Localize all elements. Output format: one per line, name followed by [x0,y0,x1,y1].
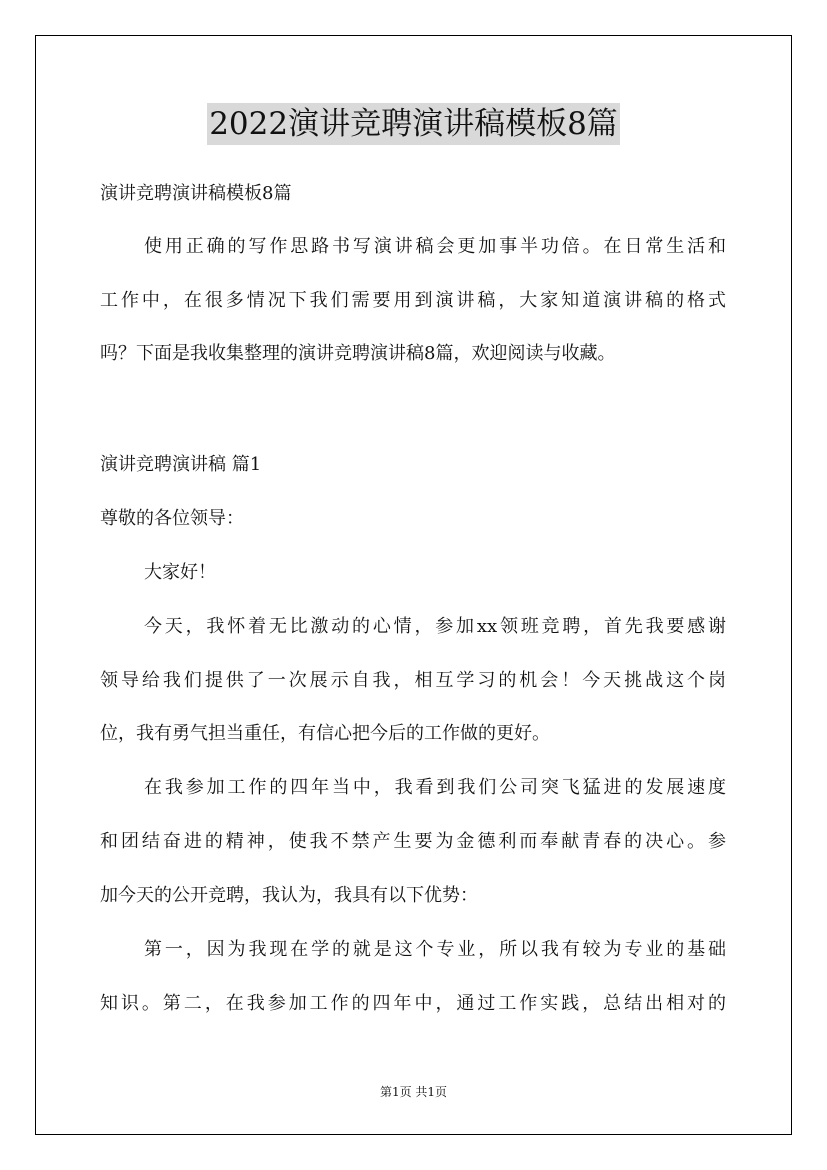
para3-line-1: 第一，因为我现在学的就是这个专业，所以我有较为专业的基础 [144,939,726,960]
para2-line-2: 和团结奋进的精神，使我不禁产生要为金德利而奉献青春的决心。参 [100,831,726,852]
subtitle: 演讲竞聘演讲稿模板8篇 [100,183,292,204]
intro-line-2: 工作中，在很多情况下我们需要用到演讲稿，大家知道演讲稿的格式 [100,290,726,311]
title-wrap [0,103,827,145]
para3-line-2: 知识。第二，在我参加工作的四年中，通过工作实践，总结出相对的 [100,993,726,1014]
para2-line-3: 加今天的公开竞聘，我认为，我具有以下优势： [100,885,478,906]
intro-line-3: 吗？下面是我收集整理的演讲竞聘演讲稿8篇，欢迎阅读与收藏。 [100,343,616,364]
para1-line-3: 位，我有勇气担当重任，有信心把今后的工作做的更好。 [100,723,550,744]
para1-line-1: 今天，我怀着无比激动的心情，参加xx领班竞聘，首先我要感谢 [144,616,726,637]
salutation: 尊敬的各位领导： [100,508,244,529]
document-title: 2022演讲竞聘演讲稿模板8篇 [207,103,620,145]
intro-line-1: 使用正确的写作思路书写演讲稿会更加事半功倍。在日常生活和 [144,236,726,257]
section-heading: 演讲竞聘演讲稿 篇1 [100,454,262,475]
para2-line-1: 在我参加工作的四年当中，我看到我们公司突飞猛进的发展速度 [144,777,726,798]
greeting: 大家好！ [144,562,216,583]
para1-line-2: 领导给我们提供了一次展示自我，相互学习的机会！今天挑战这个岗 [100,670,726,691]
page-footer: 第1页 共1页 [379,1085,448,1099]
